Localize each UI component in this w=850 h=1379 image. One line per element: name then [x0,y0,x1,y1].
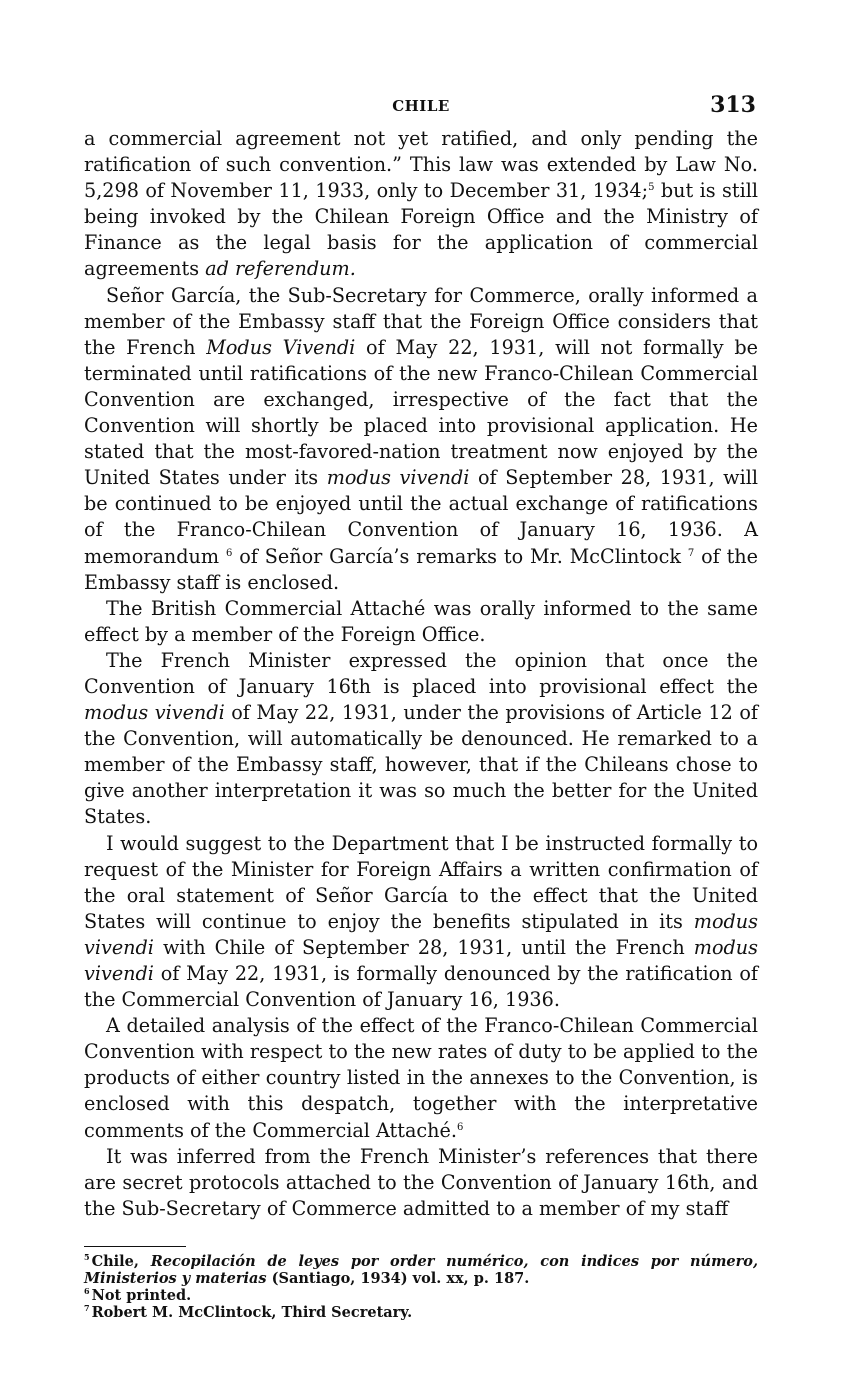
footnote-marker: 5 [648,182,655,194]
text-run: A detailed analysis of the effect of the Franco-Chilean Commercial Convention with respect to the new rates of duty to be applied to the products of either country listed in the annexes to the Convention, is enclosed with this despatch, together with the interpretative comments of the Commercial Attaché. [84,1014,758,1142]
text-run: Señor García, the Sub-Secretary for Commerce, orally informed a member of the Embassy staff that the Foreign Office considers that the French [84,283,758,359]
text-run: of May 22, 1931, under the provisions of Article 12 of the Convention, will automatically be denounced. He remarked to a member of the Embassy staff, however, that if the Chileans chose to give another interpretation it was so much the better for the United States. [84,701,759,829]
footnote [84,1253,758,1287]
text-run: It was inferred from the French Minister’s references that there are secret protocols attached to the Convention of January 16th, and the Sub-Secretary of Commerce admitted to a member of my staff [84,1144,758,1220]
footnote [84,1304,758,1321]
paragraph [84,283,758,596]
italic-text: Recopilación de leyes por order numérico, con indices por número, Ministerios y materias [84,1252,758,1287]
italic-text: modus vivendi [326,466,470,490]
page-number: 313 [710,92,756,118]
italic-text: ad referendum. [205,257,356,281]
footnote-marker: 7 [687,547,695,559]
italic-text: modus vivendi [84,909,758,959]
footnotes [84,1253,758,1321]
italic-text: modus vivendi [84,935,758,985]
text-run: The French Minister expressed the opinion that once the Convention of January 16th is placed into provisional effect the [84,648,758,698]
footnote-marker: 5 [84,1251,90,1262]
text-run: of May 22, 1931, is formally denounced by the ratification of the Commercial Convention of January 16, 1936. [84,962,758,1012]
italic-text: modus vivendi [84,701,225,725]
text-run: Not printed. [91,1286,192,1304]
footnote-marker: 6 [225,547,233,559]
footnote [84,1287,758,1304]
text-run: Robert M. McClintock, Third Secretary. [91,1303,413,1321]
paragraph [84,648,758,831]
text-run: with Chile of September 28, 1931, until the French [153,935,694,959]
paragraph [84,1144,758,1222]
page-header [84,92,758,122]
text-run: of September 28, 1931, will be continued to be enjoyed until the actual exchange of ratifications of the Franco-Chilean Convention of January 16, 1936. A memorandum [84,466,759,568]
text-run: a commercial agreement not yet ratified, and only pending the ratification of such convention.” This law was extended by Law No. 5,298 of November 11, 1933, only to December 31, 1934; [84,127,758,203]
footnote-marker: 7 [84,1302,90,1313]
paragraph [84,126,758,283]
text-run: I would suggest to the Department that I be instructed formally to request of the Minister for Foreign Affairs a written confirmation of the oral statement of Señor García to the effect that the United States will continue to enjoy the benefits stipulated in its [84,831,758,933]
footnote-marker: 6 [456,1121,464,1133]
italic-text: Modus Vivendi [206,335,356,359]
paragraph [84,596,758,648]
text-run: of May 22, 1931, will not formally be terminated until ratifications of the new Franco-Chilean Commercial Convention are exchanged, irrespective of the fact that the Convention will shortly be placed into provisional application. He stated that the most-favored-nation treatment now enjoyed by the United States under its [84,335,758,490]
text-run: Chile, [91,1252,151,1270]
body-text [84,126,758,1222]
footnote-divider [84,1246,186,1247]
text-run: The British Commercial Attaché was orally informed to the same effect by a member of the Foreign Office. [84,596,758,646]
text-run: of Señor García’s remarks to Mr. McClintock [232,544,688,568]
document-page [84,92,758,1321]
running-head: CHILE [392,97,450,115]
paragraph [84,831,758,1014]
text-run: but is still being invoked by the Chilean Foreign Office and the Ministry of Finance as the legal basis for the application of commercial agreements [84,179,758,281]
text-run: (Santiago, 1934) vol. xx, p. 187. [266,1269,530,1287]
text-run: of the Embassy staff is enclosed. [84,544,759,594]
paragraph [84,1013,758,1143]
footnote-marker: 6 [84,1285,90,1296]
